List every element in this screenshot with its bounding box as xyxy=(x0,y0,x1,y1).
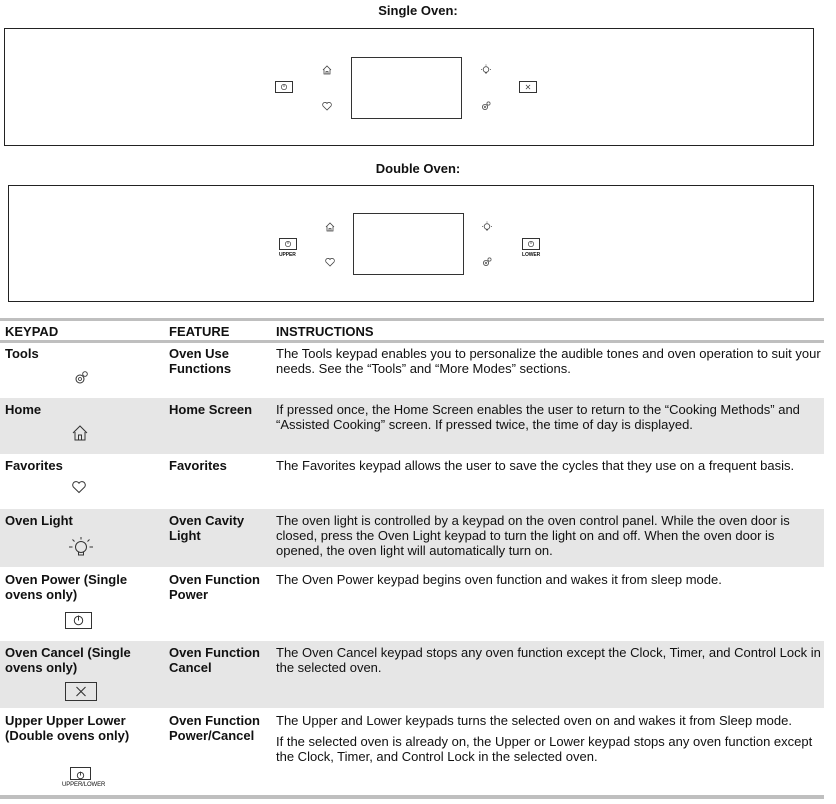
upper-lower-label: UPPER/LOWER xyxy=(62,782,106,788)
table-row xyxy=(0,509,824,567)
instructions-text: The Oven Power keypad begins oven function and wakes it from sleep mode. xyxy=(276,572,722,587)
keypad-name: Oven Light xyxy=(5,513,73,528)
header-keypad: KEYPAD xyxy=(5,324,59,339)
display-screen xyxy=(353,213,464,275)
feature-name: Oven Use Functions xyxy=(169,346,232,376)
lower-button[interactable] xyxy=(522,238,540,250)
upper-button[interactable] xyxy=(279,238,297,250)
favorites-heart-icon[interactable] xyxy=(320,99,334,113)
power-keypad-box xyxy=(65,612,92,629)
power-icon xyxy=(66,613,91,628)
cancel-keypad-box xyxy=(65,682,97,701)
keypad-name: Oven Power (Single ovens only) xyxy=(5,572,128,602)
close-icon xyxy=(520,82,536,92)
table-row xyxy=(0,398,824,454)
table-bottom-rule xyxy=(0,795,824,799)
tools-gear-icon[interactable] xyxy=(479,99,493,113)
single-oven-heading: Single Oven: xyxy=(378,3,458,18)
table-row xyxy=(0,343,824,398)
power-icon xyxy=(523,239,539,249)
favorites-heart-icon[interactable] xyxy=(323,255,337,269)
instructions-text-2: If the selected oven is already on, the Upper or Lower keypad stops any oven function except the Clock, Timer, and Control Lock in the selected oven. xyxy=(276,734,813,764)
feature-name: Oven Function Cancel xyxy=(169,645,260,675)
feature-name: Favorites xyxy=(169,458,227,473)
instructions-text: The Tools keypad enables you to personalize the audible tones and oven operation to suit your needs. See the “Tools” and “More Modes” sections. xyxy=(276,346,821,376)
upper-lower-keypad-box xyxy=(70,767,91,780)
oven-light-bulb-icon xyxy=(66,536,96,560)
table-row xyxy=(0,708,824,795)
home-icon[interactable] xyxy=(320,63,334,77)
home-icon[interactable] xyxy=(323,220,337,234)
double-oven-control-panel xyxy=(8,185,814,302)
cancel-button[interactable] xyxy=(519,81,537,93)
feature-name: Oven Cavity Light xyxy=(169,513,245,543)
header-instructions: INSTRUCTIONS xyxy=(276,324,374,339)
power-icon xyxy=(280,239,296,249)
feature-name: Home Screen xyxy=(169,402,253,417)
keypad-name: Home xyxy=(5,402,42,417)
display-screen xyxy=(351,57,462,119)
lower-label: LOWER xyxy=(522,252,541,258)
table-row xyxy=(0,641,824,708)
instructions-text: The Upper and Lower keypads turns the selected oven on and wakes it from Sleep mode. xyxy=(276,713,792,728)
table-row xyxy=(0,567,824,641)
header-feature: FEATURE xyxy=(169,324,230,339)
table-row xyxy=(0,454,824,509)
instructions-text: If pressed once, the Home Screen enables the user to return to the “Cooking Methods” and “Assisted Cooking” screen. If pressed twice, the time of day is displayed. xyxy=(276,402,800,432)
table-top-rule xyxy=(0,318,824,321)
feature-name: Oven Function Power/Cancel xyxy=(169,713,260,743)
oven-light-icon[interactable] xyxy=(479,63,493,77)
keypad-name: Tools xyxy=(5,346,39,361)
upper-label: UPPER xyxy=(279,252,296,258)
power-icon xyxy=(276,82,292,92)
keypad-name: Favorites xyxy=(5,458,63,473)
double-oven-heading: Double Oven: xyxy=(375,161,461,176)
instructions-text: The oven light is controlled by a keypad on the oven control panel. While the oven door is closed, press the Oven Light keypad to turn the light on and off. When the oven door is opened, the oven light will automatically turn on. xyxy=(276,513,790,558)
power-button[interactable] xyxy=(275,81,293,93)
favorites-heart-icon xyxy=(71,480,87,494)
power-icon xyxy=(71,770,90,781)
instructions-text: The Favorites keypad allows the user to save the cycles that they use on a frequent basis. xyxy=(276,458,795,473)
close-icon xyxy=(66,683,96,700)
home-icon xyxy=(70,423,90,443)
single-oven-control-panel xyxy=(4,28,814,146)
instructions-text: The Oven Cancel keypad stops any oven function except the Clock, Timer, and Control Lock in the selected oven. xyxy=(276,645,821,675)
keypad-name: Upper Upper Lower (Double ovens only) xyxy=(5,713,130,743)
oven-light-icon[interactable] xyxy=(480,220,494,234)
feature-name: Oven Function Power xyxy=(169,572,260,602)
tools-gear-icon[interactable] xyxy=(480,255,494,269)
keypad-name: Oven Cancel (Single ovens only) xyxy=(5,645,131,675)
tools-gear-icon xyxy=(72,369,90,387)
